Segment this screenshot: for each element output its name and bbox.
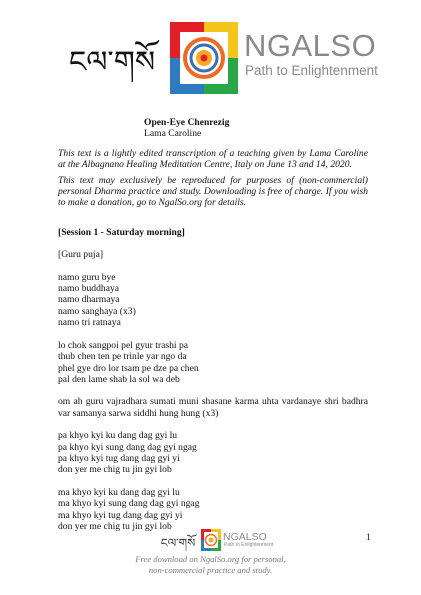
- title-block: [144, 117, 368, 140]
- footer-notice-line: Free download on NgalSo.org for personal,: [135, 554, 286, 564]
- session-heading: [Session 1 - Saturday morning]: [58, 226, 185, 238]
- verse-line: namo guru bye: [58, 271, 116, 283]
- verse-line: ma khyo kyi ku dang dag gyi lu: [58, 486, 180, 498]
- verse-line: namo dharmaya: [58, 294, 120, 306]
- document-title: Open-Eye Chenrezig: [144, 117, 230, 128]
- verse-line: don yer me chig tu jin gyi lob: [58, 520, 172, 532]
- verse-line: pal den lame shab la sol wa deb: [58, 373, 180, 385]
- verse-line: pa khyo kyi sung dang dag gyi ngag: [58, 441, 197, 453]
- ngalso-seal-logo: [170, 22, 238, 94]
- namo-verse: [58, 272, 368, 329]
- brand-tagline: Path to Enlightenment: [245, 63, 378, 78]
- lochok-verse: [58, 340, 368, 386]
- pa-verse: [58, 430, 368, 476]
- footer-tibetan-logo: [158, 533, 198, 551]
- verse-line: namo sanghaya (x3): [58, 305, 136, 317]
- guru-puja-label: [Guru puja]: [58, 249, 104, 261]
- verse-line: namo buddhaya: [58, 283, 120, 295]
- document-author: Lama Caroline: [144, 128, 202, 140]
- svg-text:ངལ་གསོ: ངལ་གསོ: [68, 45, 156, 80]
- footer-notice-line: non-commercial practice and study.: [148, 564, 273, 575]
- intro-paragraph: This text may exclusively be reproduced for purposes of (non-commercial) personal Dharma practice and study. Downloading is free of charge. If you wish to make a donation, go to NgalSo.org for details.: [58, 174, 368, 209]
- footer-notice: [0, 554, 421, 575]
- verse-line: ma khyo kyi tug dang dag gyi yi: [58, 509, 183, 521]
- intro-section: [58, 148, 368, 209]
- brand-name: NGALSO: [244, 28, 377, 63]
- verse-line: pa khyo kyi tug dang dag gyi yi: [58, 452, 180, 464]
- verse-line: pa khyo kyi ku dang dag gyi lu: [58, 430, 178, 442]
- page-header: [0, 0, 421, 110]
- verse-line: phel gye dro lor tsam pe dze pa chen: [58, 362, 199, 374]
- page-number: 1: [366, 533, 371, 543]
- verse-line: thub chen ten pe trinle yar ngo da: [58, 351, 187, 363]
- verse-line: namo tri ratnaya: [58, 317, 121, 329]
- footer-brand-name: NGALSO: [223, 531, 267, 543]
- tibetan-script-logo: [62, 40, 162, 82]
- footer-brand-tagline: Path to Enlightenment: [224, 542, 274, 548]
- mantra-paragraph: om ah guru vajradhara sumati muni shasane karma uhta vardanaye shri badhra var samanya sarwa siddhi hung hung (x3): [58, 396, 368, 419]
- verse-line: ma khyo kyi sung dang dag gyi ngag: [58, 498, 200, 510]
- intro-paragraph: This text is a lightly edited transcription of a teaching given by Lama Caroline at the Albagnano Healing Meditation Centre, Italy on June 13 and 14, 2020.: [58, 147, 368, 171]
- footer-seal-logo: [201, 529, 221, 551]
- page-footer: [0, 525, 421, 595]
- document-body: [58, 117, 368, 532]
- verse-line: don yer me chig tu jin gyi lob: [58, 464, 172, 476]
- verse-line: lo chok sangpoi pel gyur trashi pa: [58, 339, 189, 351]
- svg-text:ངལ་གསོ: ངལ་གསོ: [160, 536, 196, 550]
